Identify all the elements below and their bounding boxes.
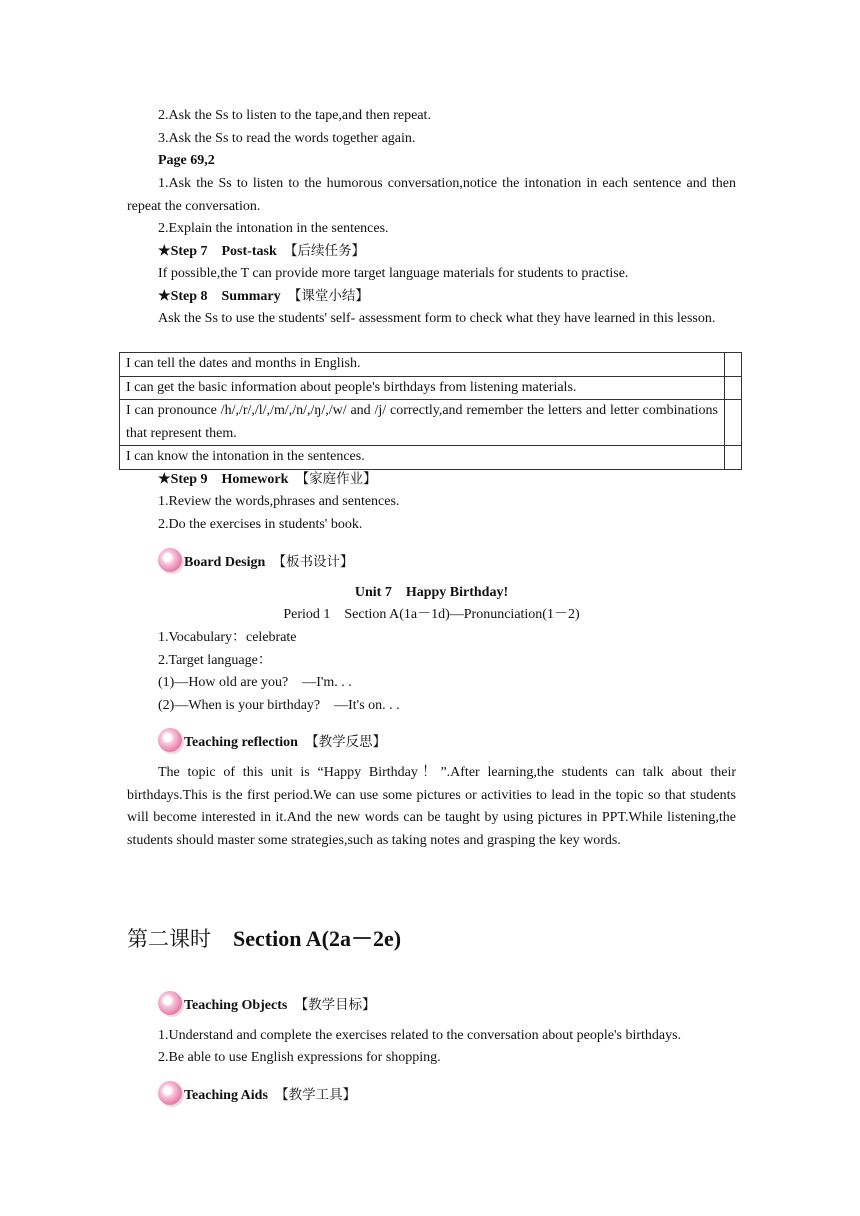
checkbox-cell — [725, 400, 742, 446]
flower-bullet-icon — [158, 548, 182, 572]
step8-text: Ask the Ss to use the students' self- assessment form to check what they have learned in this lesson. — [158, 311, 716, 326]
step7-label: Step 7 Post-task — [170, 244, 277, 259]
objects-cn: 【教学目标】 — [301, 997, 376, 1013]
self-assessment-table — [119, 352, 742, 470]
step9-label: Step 9 Homework — [170, 472, 289, 487]
checkbox-cell — [725, 376, 742, 400]
star-icon: ★ — [158, 244, 171, 259]
page69-heading: Page 69,2 — [158, 153, 215, 168]
table-row — [120, 446, 742, 470]
checkbox-cell — [725, 446, 742, 470]
board-design-heading — [158, 548, 354, 572]
board-design-cn: 【板书设计】 — [279, 554, 354, 570]
step7-cn: 【后续任务】 — [290, 243, 365, 259]
flower-bullet-icon — [158, 1081, 182, 1105]
assessment-item: I can get the basic information about people's birthdays from listening materials. — [120, 376, 725, 400]
objects-line-2: 2.Be able to use English expressions for shopping. — [158, 1050, 441, 1065]
assessment-item: I can know the intonation in the sentences. — [120, 446, 725, 470]
reflection-cn: 【教学反思】 — [311, 734, 387, 750]
step8-cn: 【课堂小结】 — [294, 288, 369, 304]
checkbox-cell — [725, 353, 742, 377]
aids-label: Teaching Aids — [184, 1088, 268, 1103]
step9-line-2: 2.Do the exercises in students' book. — [158, 517, 363, 532]
assessment-item: I can pronounce /h/,/r/,/l/,/m/,/n/,/ŋ/,/w/ and /j/ correctly,and remember the letters and letter combinations that represent them. — [120, 400, 725, 446]
reflection-text: The topic of this unit is “Happy Birthday！”.After learning,the students can talk about their birthdays.This is the first period.We can use some pictures or activities to lead in the topic so that students will become interested in it.And the new words can be taught by using pictures in PPT.While listening,the students should master some strategies,such as taking notes and grasping the key words. — [127, 765, 736, 848]
step7-heading — [127, 240, 736, 264]
objects-label: Teaching Objects — [184, 998, 288, 1013]
board-line-3: (1)—How old are you? —I'm. . . — [158, 675, 352, 690]
step7-text: If possible,the T can provide more target language materials for students to practise. — [158, 266, 629, 281]
page69-paragraph-2: 2.Explain the intonation in the sentences. — [158, 221, 389, 236]
step9-heading — [127, 468, 736, 492]
step8-label: Step 8 Summary — [170, 289, 281, 304]
board-line-2: 2.Target language： — [158, 653, 272, 668]
table-row — [120, 376, 742, 400]
aids-cn: 【教学工具】 — [281, 1087, 357, 1103]
board-line-4: (2)—When is your birthday? —It's on. . . — [158, 698, 400, 713]
assessment-item: I can tell the dates and months in English. — [120, 353, 725, 377]
step9-cn: 【家庭作业】 — [302, 471, 377, 487]
board-subtitle: Period 1 Section A(1a－1d)—Pronunciation(1－2) — [283, 607, 580, 622]
objects-heading — [158, 991, 376, 1015]
flower-bullet-icon — [158, 991, 182, 1015]
table-row — [120, 400, 742, 446]
board-title: Unit 7 Happy Birthday! — [354, 585, 509, 600]
line-listen-repeat: 2.Ask the Ss to listen to the tape,and then repeat. — [158, 108, 431, 123]
table-row — [120, 353, 742, 377]
board-design-label: Board Design — [184, 555, 266, 570]
section-title-cn: 第二课时 — [127, 927, 211, 951]
flower-bullet-icon — [158, 728, 182, 752]
star-icon: ★ — [158, 289, 171, 304]
board-line-1: 1.Vocabulary：celebrate — [158, 630, 297, 645]
section-title — [127, 922, 401, 953]
star-icon: ★ — [158, 472, 171, 487]
step9-line-1: 1.Review the words,phrases and sentences. — [158, 494, 400, 509]
section-title-en: Section A(2a－2e) — [233, 926, 402, 951]
step8-heading — [127, 285, 736, 309]
page69-paragraph-1: 1.Ask the Ss to listen to the humorous conversation,notice the intonation in each sentence and then repeat the conversation. — [127, 176, 736, 214]
objects-line-1: 1.Understand and complete the exercises related to the conversation about people's birthdays. — [158, 1028, 682, 1043]
aids-heading — [158, 1081, 356, 1105]
reflection-label: Teaching reflection — [184, 735, 298, 750]
line-read-together: 3.Ask the Ss to read the words together again. — [158, 131, 416, 146]
reflection-heading — [158, 728, 386, 752]
